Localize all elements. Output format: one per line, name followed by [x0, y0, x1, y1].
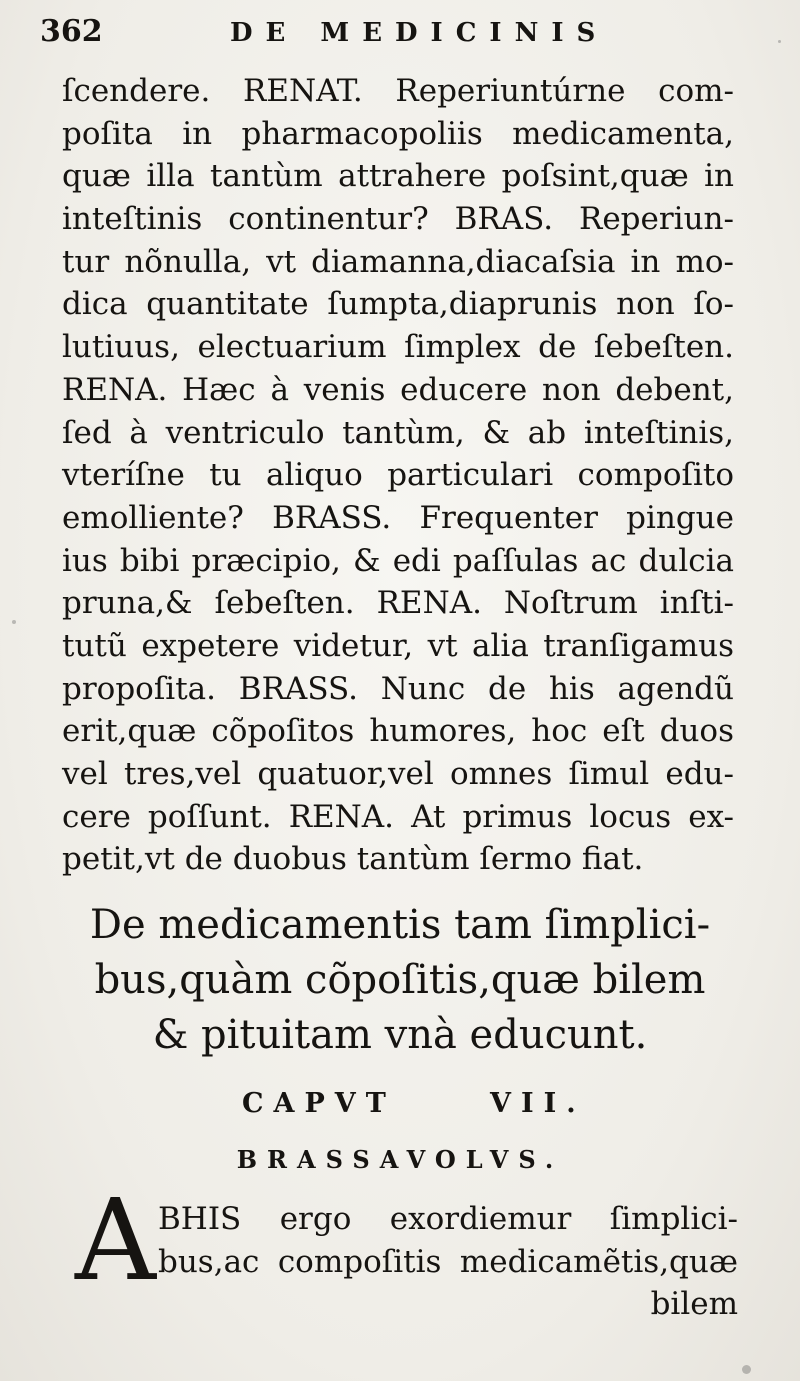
text-line: quæ illa tantùm attrahere poſsint,quæ in — [62, 158, 734, 195]
text-line: ius bibi præcipio, & edi paſſulas ac dulcia — [62, 542, 734, 579]
paper-speck — [778, 40, 781, 43]
text-line: emolliente? BRASS. Frequenter pingue — [62, 499, 734, 536]
text-line: poſita in pharmacopoliis medicamenta, — [62, 115, 734, 152]
text-line: petit,vt de duobus tantùm ſermo fiat. — [62, 841, 644, 878]
text-line: pruna,& ſebeſten. RENA. Noſtrum inſti- — [62, 585, 734, 622]
text-line: inteſtinis continentur? BRAS. Reperiun- — [62, 201, 734, 238]
paper-speck — [12, 620, 16, 624]
heading-line: bus,quàm cõpoſitis,quæ bilem — [94, 957, 706, 1003]
text-line: cere poſſunt. RENA. At primus locus ex- — [62, 798, 734, 835]
text-line: BHIS ergo exordiemur ſimplici- — [158, 1201, 738, 1237]
speaker-heading: BRASSAVOLVS. — [236, 1145, 564, 1174]
chapter-word: CAPVT — [242, 1088, 396, 1119]
page-number: 362 — [40, 14, 103, 49]
text-line: tur nõnulla, vt diamanna,diacaſsia in mo- — [62, 243, 734, 280]
chapter-opening-text — [158, 1198, 738, 1326]
body-text — [62, 70, 734, 881]
paper-speck — [742, 1365, 751, 1374]
page-header — [40, 14, 740, 54]
text-line: lutiuus, electuarium ſimplex de ſebeſten. — [62, 329, 734, 366]
heading-line: De medicamentis tam ſimplici- — [89, 902, 711, 948]
text-line: bilem — [650, 1286, 738, 1323]
heading-line: & pituitam vnà educunt. — [152, 1012, 648, 1058]
text-line: erit,quæ cõpoſitos humores, hoc eſt duos — [62, 713, 734, 750]
text-line: tutũ expetere videtur, vt alia tranſigamus — [62, 627, 734, 664]
drop-cap: A — [75, 1176, 156, 1306]
text-line: ſcendere. RENAT. Reperiuntúrne com- — [62, 73, 734, 109]
chapter-label — [0, 1088, 800, 1128]
text-line: vteríſne tu aliquo particulari compoſito — [62, 457, 734, 494]
text-line: ſed à ventriculo tantùm, & ab inteſtinis, — [62, 414, 734, 451]
running-head: DE MEDICINIS — [230, 18, 609, 48]
text-line: vel tres,vel quatuor,vel omnes ſimul edu- — [62, 756, 734, 792]
text-line: dica quantitate ſumpta,diaprunis non ſo- — [62, 286, 734, 323]
chapter-numeral: VII. — [490, 1088, 586, 1119]
text-line: propoſita. BRASS. Nunc de his agendũ — [62, 670, 734, 707]
chapter-heading — [80, 898, 720, 1063]
text-line: RENA. Hæc à venis educere non debent, — [62, 371, 734, 408]
text-line: bus,ac compoſitis medicamẽtis,quæ — [158, 1243, 738, 1280]
